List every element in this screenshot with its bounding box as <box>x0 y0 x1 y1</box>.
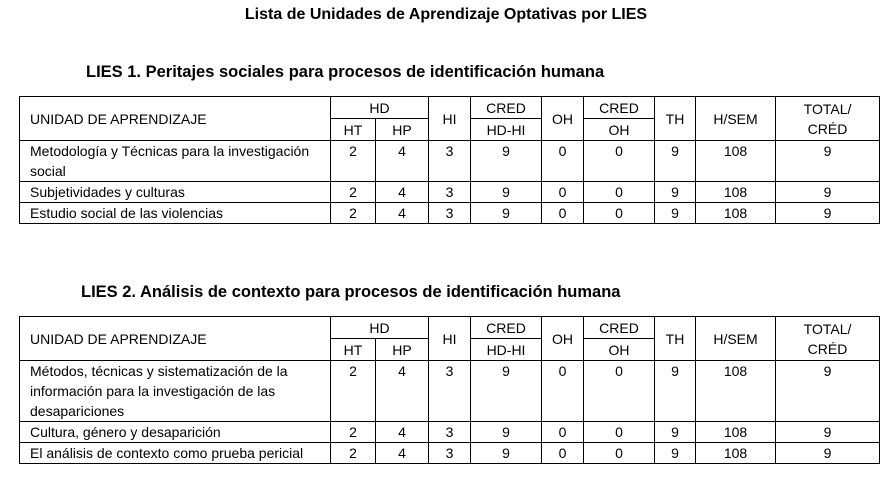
cell-th: 9 <box>655 141 696 182</box>
cell-hsem: 108 <box>696 203 776 224</box>
cell-hi: 3 <box>429 203 471 224</box>
cell-cred-oh: 0 <box>584 361 655 422</box>
cell-name: Métodos, técnicas y sistematización de la información para la investigación de las desapariciones <box>20 361 331 422</box>
header-unidad: UNIDAD DE APRENDIZAJE <box>20 317 331 361</box>
cell-th: 9 <box>655 422 696 443</box>
header-cred-oh-top: CRED <box>584 317 655 339</box>
cell-hp: 4 <box>376 141 429 182</box>
cell-cred-oh: 0 <box>584 182 655 203</box>
header-hi: HI <box>429 97 471 141</box>
cell-hi: 3 <box>429 141 471 182</box>
cell-total: 9 <box>776 182 880 203</box>
header-cred-hd-hi-bottom: HD-HI <box>471 119 542 141</box>
cell-name: Cultura, género y desaparición <box>20 422 331 443</box>
table-row <box>20 182 880 203</box>
cell-th: 9 <box>655 203 696 224</box>
table-row <box>20 141 880 182</box>
cell-hsem: 108 <box>696 182 776 203</box>
header-unidad: UNIDAD DE APRENDIZAJE <box>20 97 331 141</box>
header-hd: HD <box>331 317 429 339</box>
header-oh: OH <box>542 97 584 141</box>
header-total-top: TOTAL/ <box>803 100 852 117</box>
table-lies-2 <box>19 316 880 464</box>
header-total <box>776 317 880 361</box>
header-hi: HI <box>429 317 471 361</box>
cell-hsem: 108 <box>696 361 776 422</box>
header-cred-hd-hi-top: CRED <box>471 317 542 339</box>
header-cred-hd-hi-top: CRED <box>471 97 542 119</box>
cell-oh: 0 <box>542 203 584 224</box>
section-title-lies-2: LIES 2. Análisis de contexto para procesos de identificación humana <box>81 283 621 301</box>
cell-ht: 2 <box>331 141 376 182</box>
cell-hsem: 108 <box>696 422 776 443</box>
table-row <box>20 361 880 422</box>
header-oh: OH <box>542 317 584 361</box>
cell-ht: 2 <box>331 182 376 203</box>
header-cred-oh-bottom: OH <box>584 339 655 361</box>
section-title-lies-1: LIES 1. Peritajes sociales para procesos de identificación humana <box>86 63 605 81</box>
header-total-top: TOTAL/ <box>803 320 852 337</box>
cell-name: El análisis de contexto como prueba pericial <box>20 443 331 464</box>
cell-cred-hd-hi: 9 <box>471 422 542 443</box>
table-row <box>20 443 880 464</box>
header-total <box>776 97 880 141</box>
cell-ht: 2 <box>331 203 376 224</box>
cell-th: 9 <box>655 182 696 203</box>
cell-name: Metodología y Técnicas para la investigación social <box>20 141 331 182</box>
header-hsem: H/SEM <box>696 97 776 141</box>
table-lies-1 <box>19 96 880 224</box>
header-hp: HP <box>376 119 429 141</box>
cell-oh: 0 <box>542 141 584 182</box>
cell-cred-oh: 0 <box>584 443 655 464</box>
cell-hi: 3 <box>429 361 471 422</box>
header-total-bottom: CRÉD <box>807 120 848 137</box>
header-ht: HT <box>331 339 376 361</box>
cell-hi: 3 <box>429 182 471 203</box>
header-total-bottom: CRÉD <box>807 340 848 357</box>
cell-cred-hd-hi: 9 <box>471 203 542 224</box>
cell-name: Subjetividades y culturas <box>20 182 331 203</box>
cell-th: 9 <box>655 361 696 422</box>
cell-total: 9 <box>776 443 880 464</box>
page-title: Lista de Unidades de Aprendizaje Optativas por LIES <box>244 6 648 23</box>
cell-hp: 4 <box>376 182 429 203</box>
header-cred-oh-top: CRED <box>584 97 655 119</box>
cell-cred-hd-hi: 9 <box>471 182 542 203</box>
cell-ht: 2 <box>331 361 376 422</box>
table-row <box>20 203 880 224</box>
cell-cred-oh: 0 <box>584 203 655 224</box>
header-hp: HP <box>376 339 429 361</box>
cell-th: 9 <box>655 443 696 464</box>
cell-cred-hd-hi: 9 <box>471 361 542 422</box>
cell-cred-oh: 0 <box>584 422 655 443</box>
cell-total: 9 <box>776 141 880 182</box>
cell-hp: 4 <box>376 361 429 422</box>
header-th: TH <box>655 97 696 141</box>
cell-cred-oh: 0 <box>584 141 655 182</box>
cell-oh: 0 <box>542 182 584 203</box>
cell-name: Estudio social de las violencias <box>20 203 331 224</box>
cell-hp: 4 <box>376 443 429 464</box>
cell-ht: 2 <box>331 422 376 443</box>
header-cred-hd-hi-bottom: HD-HI <box>471 339 542 361</box>
cell-hsem: 108 <box>696 443 776 464</box>
cell-ht: 2 <box>331 443 376 464</box>
header-ht: HT <box>331 119 376 141</box>
header-cred-oh-bottom: OH <box>584 119 655 141</box>
cell-hi: 3 <box>429 443 471 464</box>
cell-cred-hd-hi: 9 <box>471 443 542 464</box>
cell-oh: 0 <box>542 443 584 464</box>
header-th: TH <box>655 317 696 361</box>
cell-hp: 4 <box>376 203 429 224</box>
cell-hsem: 108 <box>696 141 776 182</box>
cell-total: 9 <box>776 203 880 224</box>
cell-oh: 0 <box>542 422 584 443</box>
cell-hp: 4 <box>376 422 429 443</box>
header-hd: HD <box>331 97 429 119</box>
cell-cred-hd-hi: 9 <box>471 141 542 182</box>
header-hsem: H/SEM <box>696 317 776 361</box>
cell-oh: 0 <box>542 361 584 422</box>
cell-total: 9 <box>776 361 880 422</box>
cell-total: 9 <box>776 422 880 443</box>
table-row <box>20 422 880 443</box>
cell-hi: 3 <box>429 422 471 443</box>
